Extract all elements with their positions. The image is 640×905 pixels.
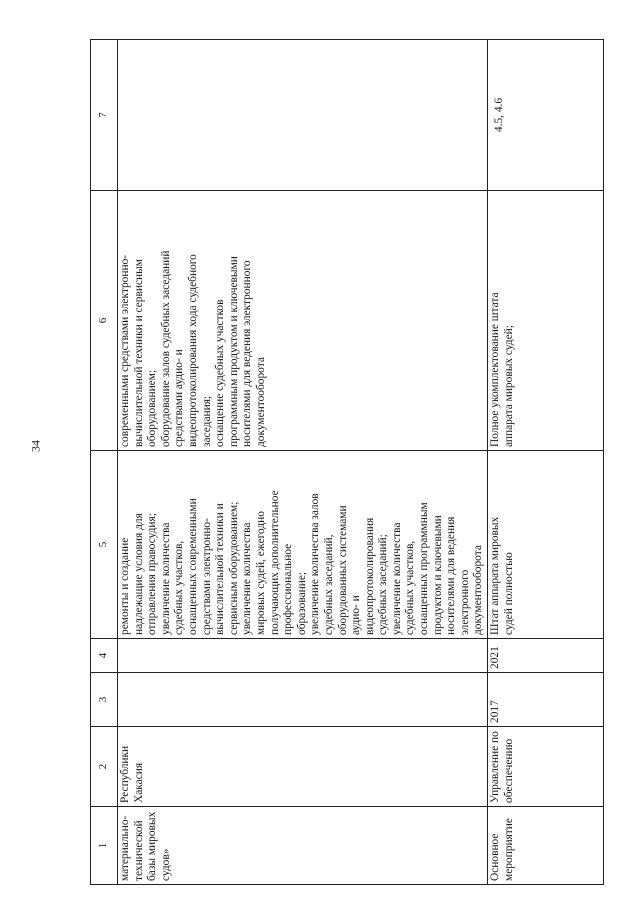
text-line: аудио- и (350, 595, 363, 635)
text-line: видеопротоколирования (363, 517, 376, 635)
cell-indicators (118, 40, 488, 191)
text-line: Полное укомплектование штата (489, 292, 502, 447)
text-line: судебных заседаний, (322, 534, 335, 635)
text-line: продуктом и ключевыми (431, 515, 444, 635)
text-line: обеспечению (502, 738, 515, 803)
cell-executor (488, 727, 604, 807)
header-cell: 6 (91, 191, 118, 451)
text-line: средствами аудио- и (173, 349, 186, 447)
cell-start-year (118, 673, 488, 727)
text-line: носителями для ведения (445, 516, 458, 635)
text-line: увеличение количества залов (309, 493, 322, 635)
text-line: материально- (119, 815, 131, 881)
text-line: получающих дополнительное (268, 490, 281, 635)
text-line: технической (132, 820, 145, 881)
header-cell: 4 (91, 639, 118, 673)
cell-main-directions (488, 191, 604, 451)
text-line: мероприятие (502, 818, 515, 881)
text-line: носителями для ведения электронного (241, 260, 254, 447)
cell-end-year: 2021 (488, 639, 604, 673)
text-line: документооборота (472, 545, 485, 635)
cell-executor (118, 727, 488, 807)
header-cell: 2 (91, 727, 118, 807)
cell-expected-result (118, 451, 488, 639)
text-line: оборудование залов судебных заседаний (159, 250, 172, 447)
cell-expected-result (488, 451, 604, 639)
text-line: судебных участков, (173, 540, 186, 635)
cell-program-name (488, 807, 604, 885)
text-line: Управление по (489, 731, 502, 803)
text-line: заседания; (200, 395, 213, 447)
header-row (91, 40, 118, 885)
text-line: оснащение судебных участков (214, 299, 227, 447)
text-line: увеличение количества (241, 522, 254, 635)
cell-main-directions (118, 191, 488, 451)
text-line: отправления правосудия; (146, 513, 159, 635)
text-line: Хакасия (132, 762, 145, 803)
table-row (118, 40, 488, 885)
text-line: оснащенных современными (186, 498, 199, 635)
program-table (90, 39, 604, 885)
header-cell: 1 (91, 807, 118, 885)
cell-start-year: 2017 (488, 673, 604, 727)
text-line: вычислительной техники и сервисным (132, 259, 145, 447)
text-line: базы мировых (146, 811, 159, 881)
indicator-refs: 4.5, 4.6 (493, 97, 506, 133)
text-line: мировых судей, ежегодно (254, 511, 267, 635)
text-line: вычислительной техники и (214, 503, 227, 635)
page-number: 34 (28, 440, 43, 452)
cell-indicators (488, 40, 604, 191)
text-line: программным продуктом и ключевыми (227, 256, 240, 447)
header-cell: 5 (91, 451, 118, 639)
cell-end-year (118, 639, 488, 673)
text-line: судей полностью (502, 552, 515, 635)
text-line: оснащенных программным (418, 502, 431, 635)
text-line: судебных участков, (404, 540, 417, 635)
text-line: надлежащие условия для (132, 513, 145, 635)
text-line: ремонты и создание (119, 537, 131, 635)
text-line: современными средствами электронно- (119, 254, 131, 447)
text-line: сервисным оборудованием; (227, 501, 240, 635)
text-line: аппарата мировых судей; (502, 325, 515, 447)
table-row (488, 40, 604, 885)
text-line: профессиональное (282, 543, 295, 635)
text-line: средствами электронно- (200, 518, 213, 635)
text-line: Республики (119, 745, 131, 803)
text-line: документооборота (254, 357, 267, 447)
rotated-table-container (90, 40, 595, 885)
text-line: Основное (489, 833, 502, 881)
cell-program-name (118, 807, 488, 885)
header-cell: 3 (91, 673, 118, 727)
text-line: оборудованных системами (336, 505, 349, 635)
text-line: оборудованием; (146, 369, 159, 447)
text-line: Штат аппарата мировых (489, 516, 502, 635)
text-line: электронного (458, 569, 471, 635)
text-line: судебных заседаний; (377, 534, 390, 635)
text-line: образование; (295, 571, 308, 635)
text-line: увеличение количества (390, 522, 403, 635)
text-line: видеопротоколирования хода судебного (186, 254, 199, 447)
header-cell: 7 (91, 40, 118, 191)
text-line: увеличение количества (159, 522, 172, 635)
text-line: судов» (159, 848, 172, 881)
